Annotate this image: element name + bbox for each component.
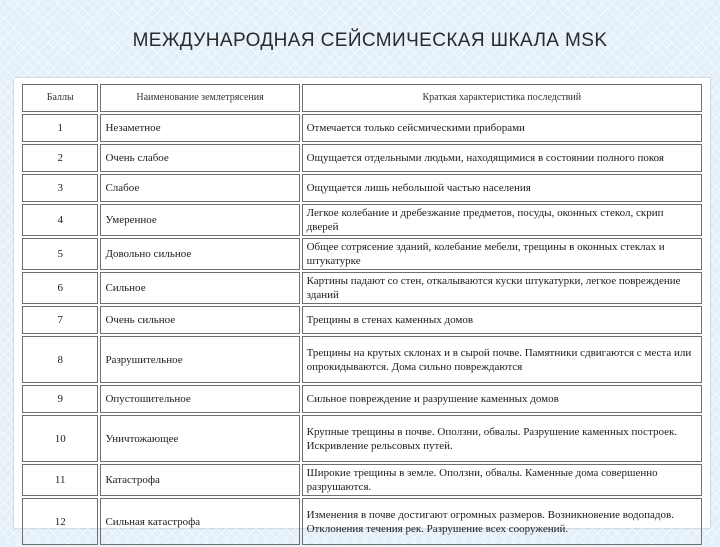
table-row xyxy=(22,498,702,545)
cell-description: Трещины на крутых склонах и в сырой почве. Памятники сдвигаются с места или опрокидываются. Дома сильно повреждаются xyxy=(302,336,702,383)
cell-description: Изменения в почве достигают огромных размеров. Возникновение водопадов. Отклонения течения рек. Разрушение всех сооружений. xyxy=(302,498,702,545)
cell-name: Сильная катастрофа xyxy=(100,498,299,545)
cell-ball: 5 xyxy=(22,238,98,270)
cell-description: Трещины в стенах каменных домов xyxy=(302,306,702,334)
cell-ball: 4 xyxy=(22,204,98,236)
cell-description: Отмечается только сейсмическими приборами xyxy=(302,114,702,142)
table-row xyxy=(22,238,702,270)
slide-title: МЕЖДУНАРОДНАЯ СЕЙСМИЧЕСКАЯ ШКАЛА MSK xyxy=(132,30,608,51)
table-row xyxy=(22,114,702,142)
cell-name: Уничтожающее xyxy=(100,415,299,462)
table-row xyxy=(22,272,702,304)
cell-ball: 12 xyxy=(22,498,98,545)
cell-ball: 6 xyxy=(22,272,98,304)
cell-name: Опустошительное xyxy=(100,385,299,413)
table-header-row xyxy=(22,84,702,112)
msk-table-panel xyxy=(14,78,710,535)
table-row xyxy=(22,336,702,383)
cell-description: Сильное повреждение и разрушение каменных домов xyxy=(302,385,702,413)
cell-ball: 2 xyxy=(22,144,98,172)
cell-name: Катастрофа xyxy=(100,464,299,496)
cell-ball: 1 xyxy=(22,114,98,142)
table-row xyxy=(22,464,702,496)
cell-ball: 9 xyxy=(22,385,98,413)
cell-name: Очень слабое xyxy=(100,144,299,172)
cell-ball: 8 xyxy=(22,336,98,383)
cell-ball: 10 xyxy=(22,415,98,462)
cell-name: Слабое xyxy=(100,174,299,202)
cell-name: Довольно сильное xyxy=(100,238,299,270)
cell-description: Широкие трещины в земле. Оползни, обвалы. Каменные дома совершенно разрушаются. xyxy=(302,464,702,496)
table-row xyxy=(22,144,702,172)
cell-description: Ощущается лишь небольшой частью населения xyxy=(302,174,702,202)
cell-description: Легкое колебание и дребезжание предметов, посуды, оконных стекол, скрип дверей xyxy=(302,204,702,236)
cell-name: Разрушительное xyxy=(100,336,299,383)
cell-name: Сильное xyxy=(100,272,299,304)
table-row xyxy=(22,415,702,462)
table-row xyxy=(22,174,702,202)
table-row xyxy=(22,385,702,413)
cell-name: Очень сильное xyxy=(100,306,299,334)
cell-description: Крупные трещины в почве. Оползни, обвалы. Разрушение каменных построек. Искривление рельсовых путей. xyxy=(302,415,702,462)
cell-description: Ощущается отдельными людьми, находящимися в состоянии полного покоя xyxy=(302,144,702,172)
cell-description: Общее сотрясение зданий, колебание мебели, трещины в оконных стеклах и штукатурке xyxy=(302,238,702,270)
cell-ball: 3 xyxy=(22,174,98,202)
cell-name: Незаметное xyxy=(100,114,299,142)
msk-scale-table xyxy=(20,82,704,547)
cell-description: Картины падают со стен, откалываются куски штукатурки, легкое повреждение зданий xyxy=(302,272,702,304)
header-description: Краткая характеристика последствий xyxy=(302,84,702,112)
table-row xyxy=(22,204,702,236)
cell-ball: 11 xyxy=(22,464,98,496)
cell-name: Умеренное xyxy=(100,204,299,236)
header-name: Наименование землетрясения xyxy=(100,84,299,112)
table-row xyxy=(22,306,702,334)
cell-ball: 7 xyxy=(22,306,98,334)
header-balls: Баллы xyxy=(22,84,98,112)
